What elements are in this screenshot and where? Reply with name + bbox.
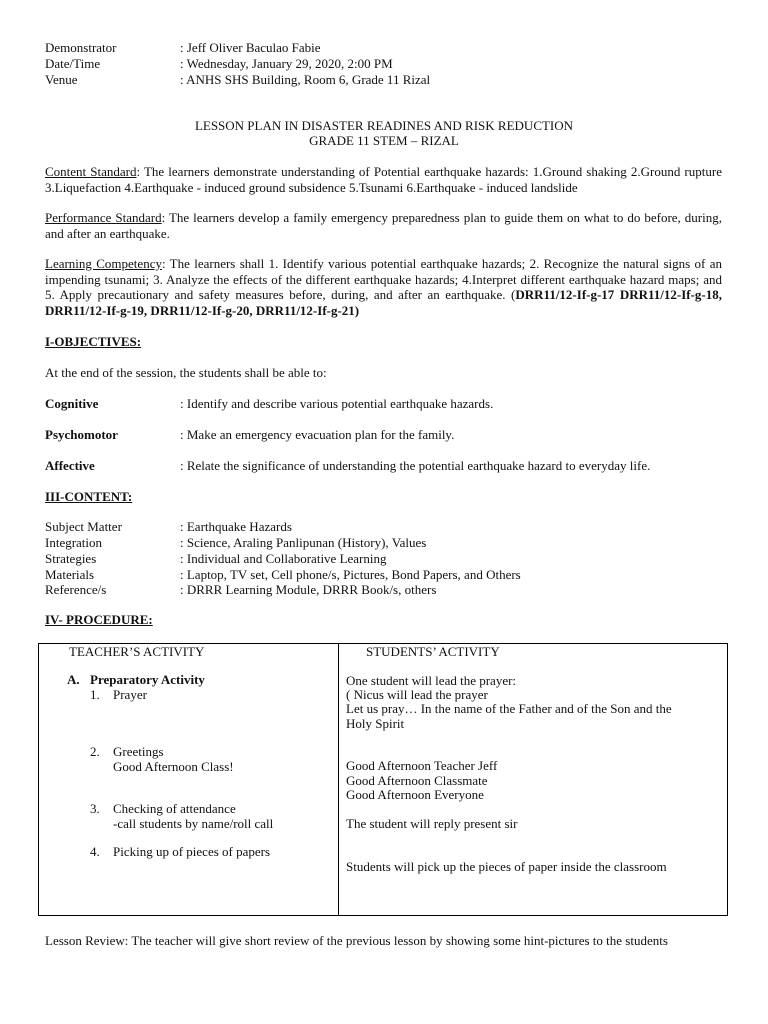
content-standard-label: Content Standard bbox=[45, 164, 137, 179]
content-value: : Earthquake Hazards bbox=[180, 519, 292, 534]
student-prayer-line: Holy Spirit bbox=[346, 716, 405, 731]
content-value: : Individual and Collaborative Learning bbox=[180, 551, 387, 566]
item-number: 2. bbox=[90, 744, 100, 759]
students-activity-header: STUDENTS’ ACTIVITY bbox=[366, 644, 500, 659]
section-letter: A. bbox=[67, 672, 80, 687]
section-title: Preparatory Activity bbox=[90, 672, 205, 687]
objectives-intro: At the end of the session, the students shall be able to: bbox=[45, 365, 327, 380]
demonstrator-label: Demonstrator bbox=[45, 40, 117, 55]
objective-label: Psychomotor bbox=[45, 427, 118, 442]
datetime-value: : Wednesday, January 29, 2020, 2:00 PM bbox=[180, 56, 393, 71]
procedure-table bbox=[38, 643, 728, 916]
content-label: Reference/s bbox=[45, 582, 107, 597]
objectives-heading: I-OBJECTIVES: bbox=[45, 334, 142, 349]
datetime-label: Date/Time bbox=[45, 56, 101, 71]
student-papers: Students will pick up the pieces of paper inside the classroom bbox=[346, 859, 667, 874]
teacher-papers: Picking up of pieces of papers bbox=[113, 844, 271, 859]
student-prayer-line: One student will lead the prayer: bbox=[346, 673, 517, 688]
objective-value: : Relate the significance of understanding the potential earthquake hazard to everyday life. bbox=[180, 458, 651, 473]
content-label: Subject Matter bbox=[45, 519, 122, 534]
teacher-greetings-line: Good Afternoon Class! bbox=[113, 759, 234, 774]
content-standard bbox=[45, 164, 722, 195]
document-subtitle: GRADE 11 STEM – RIZAL bbox=[309, 133, 459, 148]
procedure-heading: IV- PROCEDURE: bbox=[45, 612, 153, 627]
student-greeting-line: Good Afternoon Teacher Jeff bbox=[346, 758, 498, 773]
objective-label: Cognitive bbox=[45, 396, 99, 411]
content-standard-text: : The learners demonstrate understanding of Potential earthquake hazards: 1.Ground shaking 2.Ground rupture 3.Liquefaction 4.Earthquake - induced ground subsidence 5.Tsunami 6.Earthquake - induced landslide bbox=[45, 164, 722, 195]
performance-standard bbox=[45, 210, 722, 241]
content-label: Integration bbox=[45, 535, 103, 550]
venue-value: : ANHS SHS Building, Room 6, Grade 11 Rizal bbox=[180, 72, 431, 87]
item-number: 4. bbox=[90, 844, 100, 859]
venue-label: Venue bbox=[45, 72, 78, 87]
learning-competency-label: Learning Competency bbox=[45, 256, 162, 271]
performance-standard-label: Performance Standard bbox=[45, 210, 162, 225]
item-number: 3. bbox=[90, 801, 100, 816]
student-greeting-line: Good Afternoon Classmate bbox=[346, 773, 488, 788]
content-label: Strategies bbox=[45, 551, 97, 566]
performance-standard-text: : The learners develop a family emergency preparedness plan to guide them on what to do before, during, and after an earthquake. bbox=[45, 210, 722, 241]
student-prayer-line: ( Nicus will lead the prayer bbox=[346, 687, 488, 702]
objective-label: Affective bbox=[45, 458, 95, 473]
content-label: Materials bbox=[45, 567, 95, 582]
learning-competency bbox=[45, 256, 722, 318]
teacher-attendance: Checking of attendance bbox=[113, 801, 236, 816]
teacher-activity-header: TEACHER’S ACTIVITY bbox=[69, 644, 205, 659]
column-divider bbox=[338, 644, 339, 915]
document-title: LESSON PLAN IN DISASTER READINES AND RISK REDUCTION bbox=[194, 118, 574, 133]
student-attendance: The student will reply present sir bbox=[346, 816, 518, 831]
student-prayer-line: Let us pray… In the name of the Father and of the Son and the bbox=[346, 701, 672, 716]
content-heading: III-CONTENT: bbox=[45, 489, 133, 504]
demonstrator-value: : Jeff Oliver Baculao Fabie bbox=[180, 40, 321, 55]
content-value: : Science, Araling Panlipunan (History), Values bbox=[180, 535, 427, 550]
objective-value: : Identify and describe various potential earthquake hazards. bbox=[180, 396, 494, 411]
learning-competency-codes: DRR11/12-If-g-17 DRR11/12-If-g-18, DRR11/12-If-g-19, DRR11/12-If-g-20, DRR11/12-If-g-21) bbox=[45, 287, 723, 318]
lesson-review: Lesson Review: The teacher will give short review of the previous lesson by showing some hint-pictures to the students bbox=[45, 933, 668, 948]
student-greeting-line: Good Afternoon Everyone bbox=[346, 787, 484, 802]
teacher-prayer: Prayer bbox=[113, 687, 147, 702]
item-number: 1. bbox=[90, 687, 100, 702]
teacher-greetings: Greetings bbox=[113, 744, 164, 759]
content-value: : DRRR Learning Module, DRRR Book/s, others bbox=[180, 582, 437, 597]
learning-competency-text: : The learners shall 1. Identify various potential earthquake hazards; 2. Recognize the natural signs of an impending tsunami; 3. Analyze the effects of the different earthquake hazards; 4.Interpret different earthquake hazard maps; and 5. Apply precautionary and safety measures before, during, and after an earthquake. ( bbox=[45, 256, 722, 302]
teacher-attendance-line: -call students by name/roll call bbox=[113, 816, 274, 831]
content-value: : Laptop, TV set, Cell phone/s, Pictures, Bond Papers, and Others bbox=[180, 567, 521, 582]
objective-value: : Make an emergency evacuation plan for the family. bbox=[180, 427, 455, 442]
